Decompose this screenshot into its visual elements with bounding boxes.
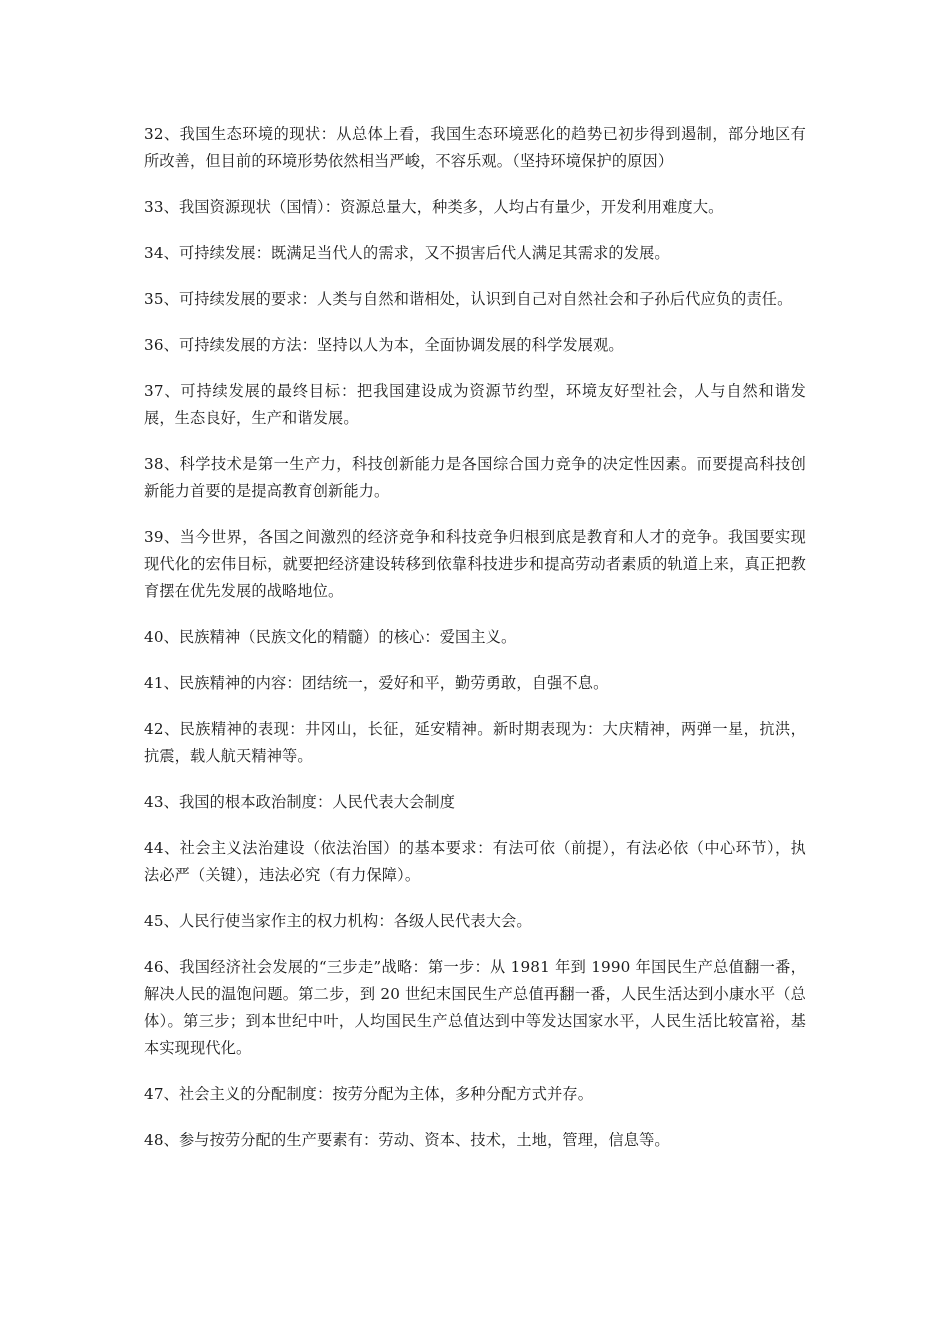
item-42: 42、民族精神的表现：井冈山，长征，延安精神。新时期表现为：大庆精神，两弹一星，抗洪，抗震，载人航天精神等。 <box>144 720 806 765</box>
item-44: 44、社会主义法治建设（依法治国）的基本要求：有法可依（前提），有法必依（中心环节），执法必严（关键），违法必究（有力保障）。 <box>144 839 806 884</box>
item-32: 32、我国生态环境的现状：从总体上看，我国生态环境恶化的趋势已初步得到遏制，部分地区有所改善，但目前的环境形势依然相当严峻，不容乐观。（坚持环境保护的原因） <box>144 125 806 170</box>
item-41: 41、民族精神的内容：团结统一，爱好和平，勤劳勇敢，自强不息。 <box>144 674 609 692</box>
item-37: 37、可持续发展的最终目标：把我国建设成为资源节约型，环境友好型社会，人与自然和谐发展，生态良好，生产和谐发展。 <box>144 382 806 427</box>
item-46: 46、我国经济社会发展的“三步走”战略：第一步：从 1981 年到 1990 年国民生产总值翻一番，解决人民的温饱问题。第二步，到 20 世纪末国民生产总值再翻一番，人民生活达到小康水平（总体）。第三步；到本世纪中叶，人均国民生产总值达到中等发达国家水平，人民生活比较富裕，基本实现现代化。 <box>144 958 806 1057</box>
item-48: 48、参与按劳分配的生产要素有：劳动、资本、技术，土地，管理，信息等。 <box>144 1131 670 1149</box>
item-38: 38、科学技术是第一生产力，科技创新能力是各国综合国力竞争的决定性因素。而要提高科技创新能力首要的是提高教育创新能力。 <box>144 455 806 500</box>
item-43: 43、我国的根本政治制度：人民代表大会制度 <box>144 793 456 811</box>
item-45: 45、人民行使当家作主的权力机构：各级人民代表大会。 <box>144 912 532 930</box>
item-40: 40、民族精神（民族文化的精髓）的核心：爱国主义。 <box>144 628 517 646</box>
item-47: 47、社会主义的分配制度：按劳分配为主体，多种分配方式并存。 <box>144 1085 594 1103</box>
item-39: 39、当今世界，各国之间激烈的经济竞争和科技竞争归根到底是教育和人才的竞争。我国要实现现代化的宏伟目标，就要把经济建设转移到依靠科技进步和提高劳动者素质的轨道上来，真正把教育摆在优先发展的战略地位。 <box>144 528 806 600</box>
item-35: 35、可持续发展的要求：人类与自然和谐相处，认识到自己对自然社会和子孙后代应负的责任。 <box>144 290 793 308</box>
item-36: 36、可持续发展的方法：坚持以人为本，全面协调发展的科学发展观。 <box>144 336 624 354</box>
item-34: 34、可持续发展：既满足当代人的需求，又不损害后代人满足其需求的发展。 <box>144 244 670 262</box>
item-33: 33、我国资源现状（国情）：资源总量大，种类多，人均占有量少，开发利用难度大。 <box>144 198 724 216</box>
